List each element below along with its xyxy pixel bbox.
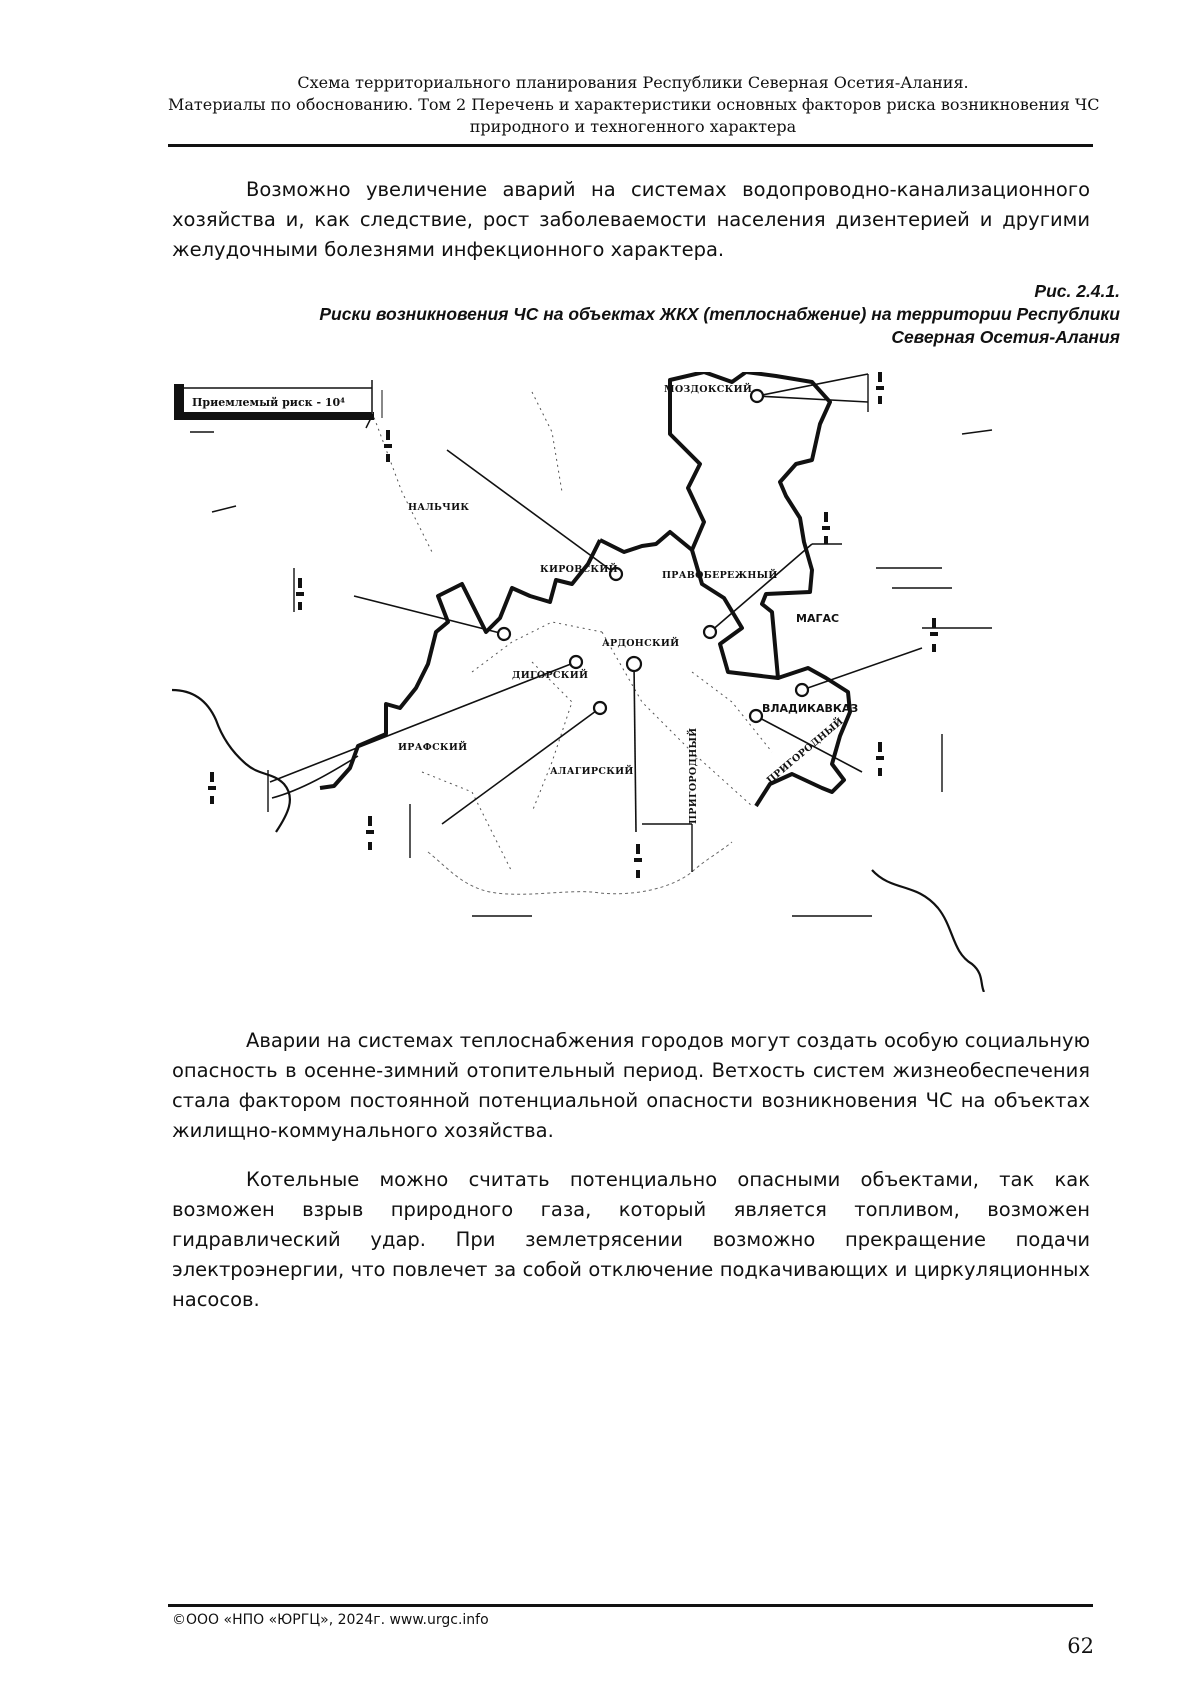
river-left	[172, 690, 290, 832]
site-marker-vladikavkaz-1	[796, 684, 808, 696]
site-marker-alagir	[594, 702, 606, 714]
site-marker-digorsky	[570, 656, 582, 668]
footer-copyright: ©ООО «НПО «ЮРГЦ», 2024г. www.urgc.info	[172, 1612, 489, 1628]
label-ardonsky: АРДОНСКИЙ	[602, 638, 680, 649]
republic-border	[670, 372, 830, 678]
south-region-outline	[428, 842, 732, 894]
risk-map-figure	[172, 372, 1092, 992]
label-alagirsky: АЛАГИРСКИЙ	[550, 766, 634, 777]
risk-map	[172, 372, 1092, 992]
label-kirovsky: КИРОВСКИЙ	[540, 564, 618, 575]
paragraph-water-supply: Возможно увеличение аварий на системах водопроводно-канализационного хозяйства и, как следствие, рост заболеваемости населения дизентерией и другими желудочными болезнями инфекционного характера.	[172, 178, 1090, 261]
figure-title-line-1: Риски возникновения ЧС на объектах ЖКХ (теплоснабжение) на территории Республики	[319, 304, 1120, 324]
site-marker-ardonsky	[627, 657, 641, 671]
page-number: 62	[1067, 1634, 1094, 1658]
header-line-1: Схема территориального планирования Республики Северная Осетия-Алания.	[297, 73, 969, 92]
label-prigorodny-diagonal: ПРИГОРОДНЫЙ	[764, 715, 846, 787]
label-pravoberezhny: ПРАВОБЕРЕЖНЫЙ	[662, 570, 778, 581]
figure-caption	[319, 280, 1120, 349]
label-prigorodny-vertical: ПРИГОРОДНЫЙ	[688, 727, 699, 824]
label-digorsky: ДИГОРСКИЙ	[512, 670, 589, 681]
paragraph-heat-supply: Аварии на системах теплоснабжения городов могут создать особую социальную опасность в осенне-зимний отопительный период. Ветхость систем жизнеобеспечения стала фактором постоянной потенциальной опасности возникновения ЧС на объектах жилищно-коммунального хозяйства.	[172, 1029, 1090, 1142]
header-line-2: Материалы по обоснованию. Том 2 Перечень и характеристики основных факторов риска возникновения ЧС	[168, 95, 1100, 114]
stray-marks	[212, 416, 992, 916]
label-magas: МАГАС	[796, 612, 840, 625]
legend-text: Приемлемый риск - 10⁴	[192, 396, 345, 409]
map-legend	[174, 380, 382, 432]
label-nalchik: НАЛЬЧИК	[408, 502, 470, 513]
document-header	[168, 72, 1098, 138]
figure-number: Рис. 2.4.1.	[1034, 281, 1120, 301]
leader-lines	[270, 374, 922, 832]
risk-bar-icons	[208, 372, 938, 878]
header-line-3: природного и техногенного характера	[469, 117, 797, 136]
site-marker-magas	[704, 626, 716, 638]
footer-divider	[168, 1604, 1093, 1607]
figure-title-line-2: Северная Осетия-Алания	[891, 327, 1120, 347]
label-mozdoksky: МОЗДОКСКИЙ	[664, 384, 753, 395]
label-vladikavkaz: ВЛАДИКАВКАЗ	[762, 702, 859, 715]
river-right	[872, 870, 984, 992]
site-marker-mozdok	[751, 390, 763, 402]
header-divider	[168, 144, 1093, 147]
label-irafsky: ИРАФСКИЙ	[398, 742, 468, 753]
republic-border-north	[600, 532, 692, 552]
mini-legend-frames	[268, 374, 992, 872]
site-marker-west	[498, 628, 510, 640]
paragraph-boilers: Котельные можно считать потенциально опасными объектами, так как возможен взрыв природного газа, который является топливом, возможен гидравлический удар. При землетрясении возможно прекращение подачи электроэнергии, что повлечет за собой отключение подкачивающих и циркуляционных насосов.	[172, 1168, 1090, 1311]
site-marker-vladikavkaz-2	[750, 710, 762, 722]
